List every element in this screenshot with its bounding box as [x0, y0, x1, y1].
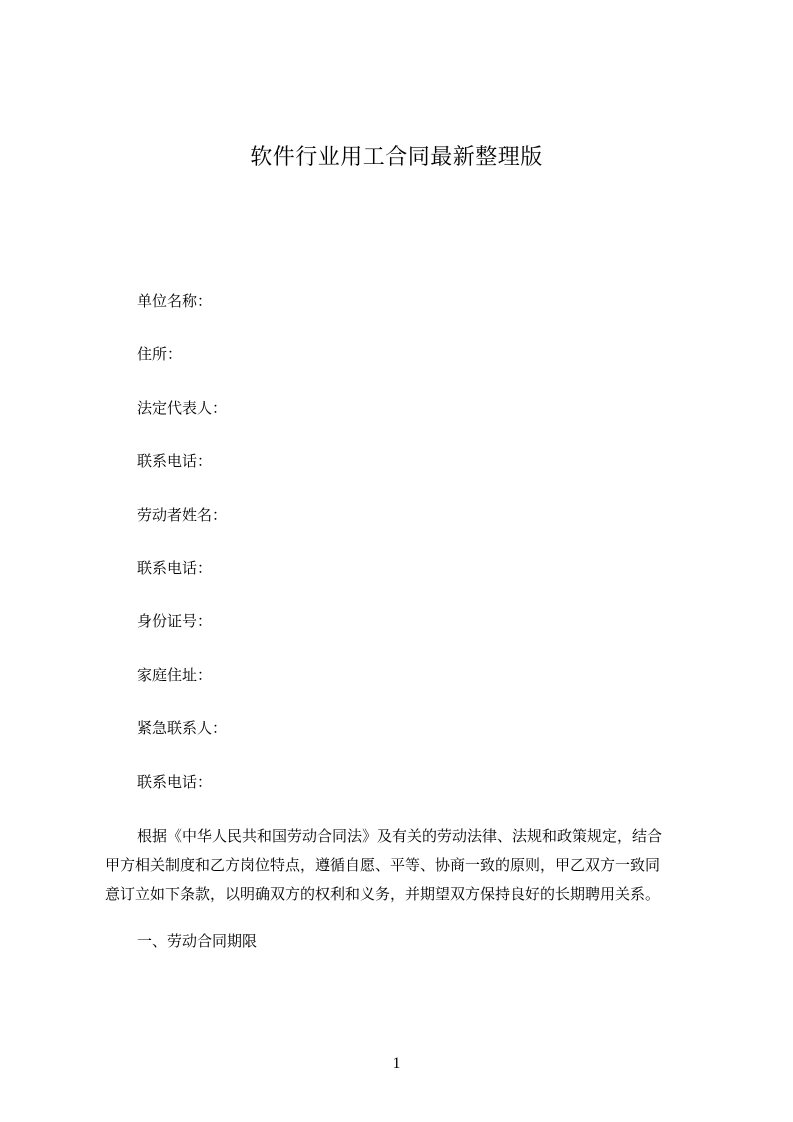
document-title: 软件行业用工合同最新整理版 — [250, 145, 543, 170]
paragraph-line: 意订立如下条款，以明确双方的权利和义务，并期望双方保持良好的长期聘用关系。 — [105, 885, 661, 903]
field-unit-name: 单位名称： — [137, 292, 213, 310]
field-employee-name: 劳动者姓名： — [137, 506, 228, 524]
field-emergency-phone: 联系电话： — [137, 773, 213, 791]
field-id-number: 身份证号： — [137, 612, 213, 630]
page-number: 1 — [392, 1055, 401, 1072]
field-address: 住所： — [137, 345, 183, 363]
paragraph-line: 根据《中华人民共和国劳动合同法》及有关的劳动法律、法规和政策规定，结合 — [137, 827, 663, 845]
field-home-address: 家庭住址： — [137, 666, 213, 684]
paragraph-line: 甲方相关制度和乙方岗位特点，遵循自愿、平等、协商一致的原则，甲乙双方一致同 — [105, 856, 661, 874]
body-paragraph — [105, 822, 699, 909]
field-employee-phone: 联系电话： — [137, 559, 213, 577]
field-legal-representative: 法定代表人： — [137, 399, 228, 417]
field-emergency-contact: 紧急联系人： — [137, 719, 228, 737]
field-employer-phone: 联系电话： — [137, 452, 213, 470]
section-heading: 一、劳动合同期限 — [137, 932, 258, 950]
